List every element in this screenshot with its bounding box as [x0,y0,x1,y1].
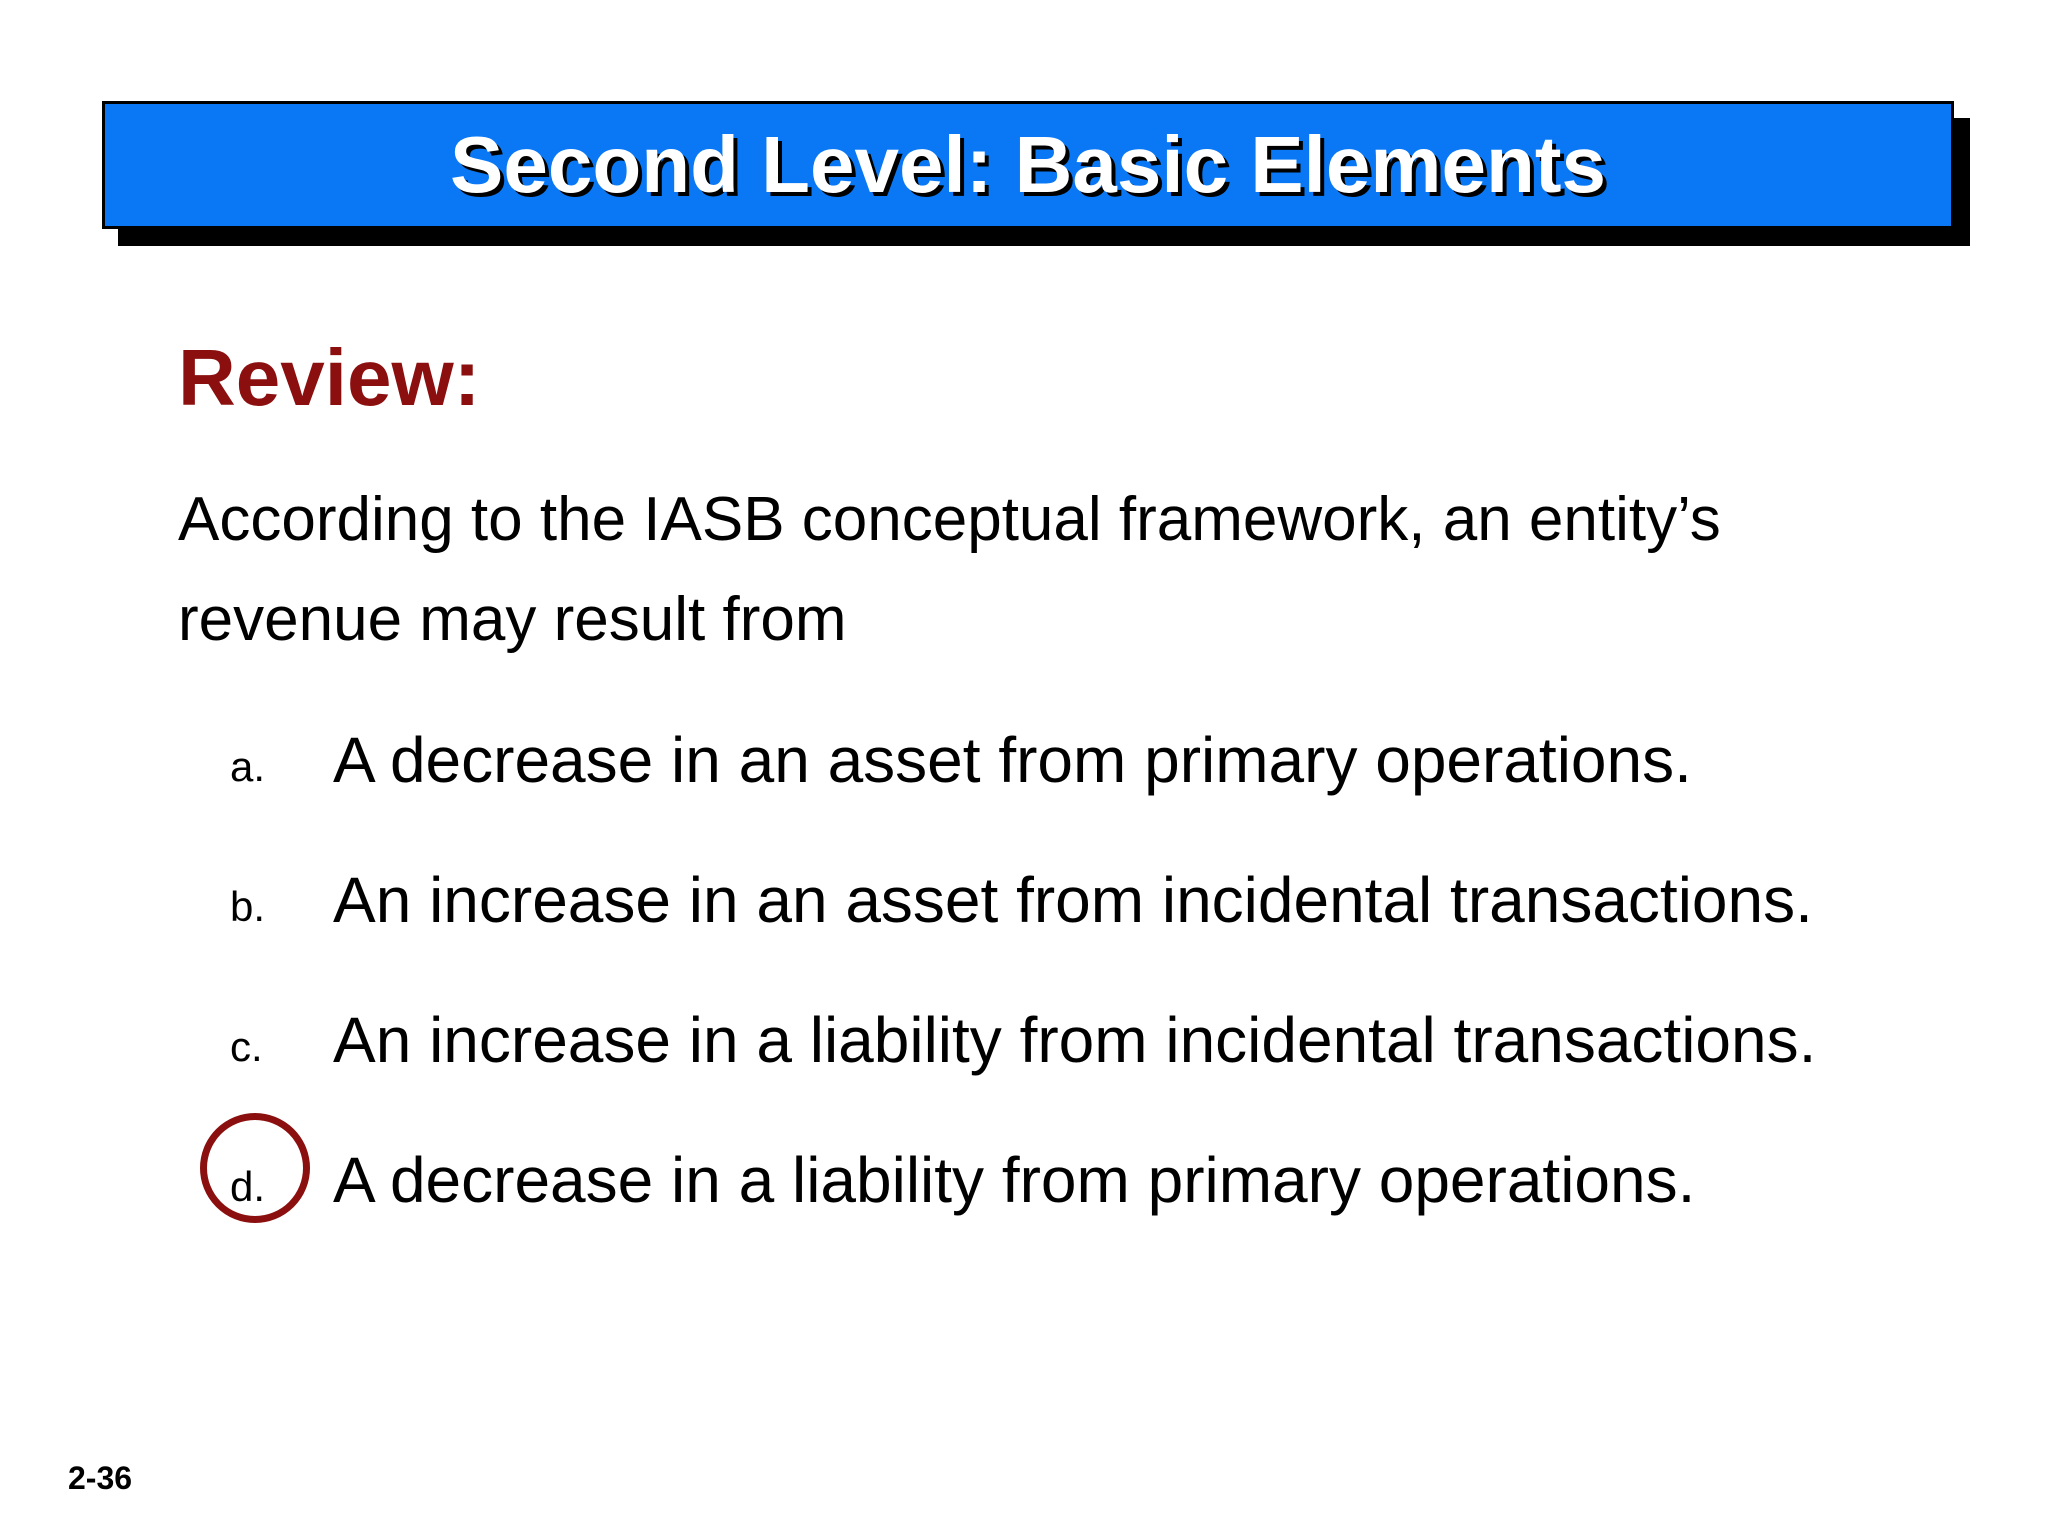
option-text: A decrease in a liability from primary operations. [333,1144,1696,1216]
correct-answer-circle [200,1113,310,1223]
option-text: An increase in a liability from incidental transactions. [333,1004,1817,1076]
option-text: An increase in an asset from incidental transactions. [333,864,1813,936]
option-c [0,988,2048,1088]
option-b [0,848,2048,948]
option-letter: a. [230,743,266,790]
slide-number: 2-36 [68,1460,133,1496]
option-text: A decrease in an asset from primary operations. [333,724,1692,796]
slide-title: Second Level: Basic Elements [449,120,1606,209]
option-letter: c. [230,1023,263,1070]
option-letter: d. [230,1163,266,1210]
question-text: According to the IASB conceptual framework, an entity’s revenue may result from [178,485,1721,654]
review-heading: Review: [178,333,481,422]
option-letter: b. [230,883,266,930]
option-a [0,708,2048,808]
title-bar [102,101,1954,229]
